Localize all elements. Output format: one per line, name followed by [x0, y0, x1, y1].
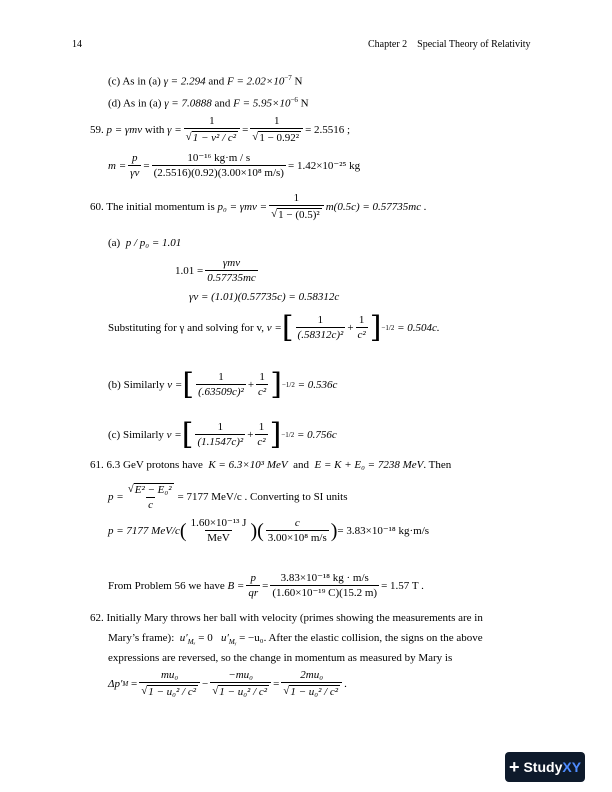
problem-61-E: E = K + E₀ = 7238 MeV — [314, 459, 424, 471]
left-paren: ( — [257, 520, 264, 542]
problem-61-B: B = — [227, 579, 245, 592]
problem-62-line1: 62. Initially Mary throws her ball with velocity (primes showing the measurements are in — [90, 612, 483, 624]
problem-61-si-lhs: p = 7177 MeV/c — [108, 524, 180, 537]
problem-60-b-v: v = — [167, 378, 183, 391]
problem-60-v-eq: v = — [266, 321, 282, 334]
problem-59-frac2-rad: 1 − 0.92² — [259, 132, 300, 144]
problem-59-frac3 — [128, 153, 141, 179]
problem-60-b: (b) Similarly v = [ $\frac{1}{\text{(.63509c)²}}$ + $\frac{1}{\text{c²}}$ ] −1/2 = 0.536c — [108, 367, 338, 402]
problem-61-convert: Converting to SI units — [250, 490, 348, 503]
problem-60-b-res: = 0.536c — [297, 378, 338, 391]
line-d-force-exp: −6 — [290, 96, 298, 104]
problem-59-frac3-num: p — [131, 152, 138, 164]
page-number: 14 — [72, 39, 82, 50]
problem-62-dp-sub: M — [122, 679, 129, 688]
line-d-and: and — [214, 97, 231, 110]
problem-61-B-frac1-num: p — [250, 572, 256, 584]
problem-62-frac2-rad: 1 − u₀² / c² — [219, 686, 268, 698]
problem-61-intro: 61. 6.3 GeV protons have — [90, 459, 203, 471]
left-bracket: [ — [181, 417, 194, 452]
problem-61-si-res: = 3.83×10⁻¹⁸ kg·m/s — [337, 524, 430, 537]
problem-61-from: From Problem 56 we have — [108, 579, 225, 592]
problem-62-frac3 — [281, 670, 342, 698]
problem-61-p-frac-num: √ E² − E₀² — [127, 483, 172, 496]
line-c-label: (c) As in (a) — [108, 75, 161, 88]
problem-60-b-frac2 — [256, 372, 268, 398]
line-c-force-exp: −7 — [284, 74, 292, 82]
problem-62-line2b: . After the elastic collision, the signs on the above — [263, 632, 483, 644]
problem-60-b-frac1-den: (.63509c)² — [198, 386, 244, 398]
problem-59-gamma: γ = — [167, 123, 182, 136]
line-d-gamma: γ = 7.0888 — [164, 97, 212, 110]
problem-59-result2: = 1.42×10⁻²⁵ kg — [287, 159, 361, 172]
problem-60-sub-res: = 0.504c. — [397, 321, 440, 334]
problem-60-frac-rad: 1 − (0.5)² — [278, 209, 320, 221]
studyxy-logo-xy: XY — [562, 759, 582, 775]
problem-62-frac2-num: −mu₀ — [228, 669, 253, 681]
problem-60-eq2 — [175, 258, 260, 284]
problem-60-b-frac1-num: 1 — [218, 371, 224, 383]
problem-59-frac4-den: (2.5516)(0.92)(3.00×10⁸ m/s) — [153, 167, 284, 179]
line-d-unit: N — [297, 97, 309, 110]
line-c-and: and — [208, 75, 225, 88]
problem-61-f2-num: c — [294, 517, 300, 529]
problem-62-u1-val: = 0 — [198, 632, 213, 644]
problem-60-line1 — [90, 193, 427, 221]
problem-60-exp: −1/2 — [381, 323, 395, 332]
problem-60-eq: p₀ = γmv = — [217, 200, 268, 213]
problem-62-frac1 — [139, 670, 200, 698]
problem-62-line2a: Mary’s frame): — [108, 632, 175, 644]
problem-60-subst: Substituting for γ and solving for v, v = [ $\frac{1}{\text{(.58312c)²}}$ + $\frac{1}{\text{c²}}$ ] −1/2 = 0.504c. — [108, 310, 440, 345]
problem-59-line2: m = $\frac{p}{\gamma v}$ = $\frac{\text{10⁻¹⁶ kg·m / s}}{\text{(2.5516)(0.92)(3.00×10⁸ m/s)}}$ = 1.42×10⁻²⁵ kg — [108, 152, 361, 179]
line-d-force: F = 5.95×10 — [233, 97, 291, 110]
problem-59-line1: 59. p = γmv with γ = 1 √ 1 − v² / c² = 1 √ 1 − 0.92² = 2.5516 ; — [90, 115, 351, 144]
problem-59-frac2-num: 1 — [273, 115, 280, 127]
right-bracket: ] — [269, 417, 282, 452]
problem-61-p-res: = 7177 MeV/c . — [177, 490, 248, 503]
problem-62-frac2-den: √ 1 − u₀² / c² — [210, 682, 271, 698]
problem-60-b-frac2-den: c² — [258, 386, 267, 398]
problem-60-frac2-num: γmv — [222, 257, 241, 269]
problem-59-m: m = — [108, 159, 127, 172]
problem-62-u2-sub: Mᵧ — [228, 638, 237, 647]
problem-61-f1-num: 1.60×10⁻¹³ J — [190, 517, 247, 529]
problem-61-K: K = 6.3×10³ MeV — [208, 459, 288, 471]
problem-59-result: = 2.5516 ; — [305, 123, 351, 136]
problem-60-c-label: (c) Similarly — [108, 428, 164, 441]
problem-60-a — [108, 238, 181, 249]
problem-59-eq: p = γmv — [106, 123, 143, 136]
problem-61-p-frac-rad: E² − E₀² — [134, 484, 172, 496]
problem-61-B-line: From Problem 56 we have B = $\frac{p}{qr}$ = $\frac{\text{3.83×10⁻¹⁸ kg · m/s}}{\text{(1.60×10⁻¹⁹ C)(15.2 m)}}$ = 1.57 T . — [108, 572, 424, 599]
problem-60-subst-frac2 — [356, 315, 368, 341]
problem-61-B-frac2 — [270, 573, 379, 599]
chapter-number: Chapter 2 — [368, 39, 408, 50]
problem-60-subst-frac1-den: (.58312c)² — [297, 329, 344, 341]
problem-60-gv-line: γv = (1.01)(0.57735c) = 0.58312c — [189, 291, 340, 303]
problem-59-frac2-den: √ 1 − 0.92² — [250, 128, 303, 144]
line-d-label: (d) As in (a) — [108, 97, 162, 110]
studyxy-badge[interactable] — [505, 752, 585, 782]
problem-62-dp: Δp′ — [108, 677, 123, 690]
problem-62-line2 — [108, 633, 483, 646]
problem-62-frac3-num: 2mu₀ — [300, 669, 324, 681]
problem-62-frac3-rad: 1 − u₀² / c² — [290, 686, 339, 698]
problem-60-subst-frac2-den: c² — [357, 329, 366, 341]
problem-61-B-frac2-den: (1.60×10⁻¹⁹ C)(15.2 m) — [272, 587, 378, 599]
problem-59-frac2 — [250, 116, 303, 144]
problem-61-p-frac-den: c — [148, 499, 154, 511]
chapter-label — [368, 40, 531, 50]
problem-60-frac2-den: 0.57735mc — [207, 272, 256, 284]
right-paren: ) — [250, 520, 258, 542]
problem-60-c-frac1 — [195, 422, 245, 448]
problem-59-frac3-den: γv — [130, 167, 140, 179]
problem-60-a-ratio: p / p₀ = 1.01 — [125, 237, 182, 249]
problem-59-frac1-den: √ 1 − v² / c² — [184, 128, 240, 144]
problem-60-lhs: 1.01 = — [175, 264, 204, 277]
right-paren: ) — [330, 520, 338, 542]
problem-62-u2: u′ — [220, 632, 229, 644]
problem-62-frac3-den: √ 1 − u₀² / c² — [281, 682, 342, 698]
problem-59-with: with — [144, 123, 165, 136]
problem-61-and: and — [293, 459, 309, 471]
problem-60-a-label: (a) — [108, 237, 121, 249]
problem-61-p-frac — [126, 483, 176, 511]
problem-60-frac-den: √ 1 − (0.5)² — [269, 205, 324, 221]
problem-62-u2-val: = −u₀ — [239, 632, 264, 644]
problem-60-intro: 60. The initial momentum is — [90, 200, 215, 213]
plus-icon: + — [508, 756, 520, 777]
problem-61-B-frac1 — [246, 573, 260, 599]
problem-61-B-res: = 1.57 T . — [381, 579, 424, 592]
line-c-gamma: γ = 2.294 — [163, 75, 206, 88]
problem-60-frac — [269, 193, 324, 221]
line-c-unit: N — [291, 75, 303, 88]
problem-62-u1: u′ — [179, 632, 188, 644]
problem-60-b-frac2-num: 1 — [259, 371, 265, 383]
problem-62-tail: . — [344, 677, 347, 690]
problem-61-f1-den: MeV — [207, 532, 230, 544]
problem-60-subst-text: Substituting for γ and solving for v, — [108, 321, 265, 334]
problem-60-b-label: (b) Similarly — [108, 378, 165, 391]
problem-61-line1 — [90, 460, 451, 471]
problem-62-u1-sub: Mₓ — [187, 638, 196, 647]
left-bracket: [ — [182, 367, 195, 402]
line-d — [108, 97, 309, 110]
problem-61-f2-den: 3.00×10⁸ m/s — [267, 532, 327, 544]
problem-62-frac2 — [210, 670, 271, 698]
right-bracket: ] — [270, 367, 282, 402]
left-paren: ( — [179, 520, 187, 542]
problem-60-c-frac2 — [255, 422, 267, 448]
problem-60-c-exp: −1/2 — [281, 430, 295, 439]
problem-61-f2 — [266, 518, 329, 544]
line-c-force: F = 2.02×10 — [227, 75, 285, 88]
problem-61-B-frac2-num: 3.83×10⁻¹⁸ kg · m/s — [280, 572, 369, 584]
problem-61-p-line — [108, 483, 348, 511]
problem-59-frac1-num: 1 — [209, 115, 215, 127]
problem-59-frac4 — [152, 153, 286, 179]
problem-59-frac1-rad: 1 − v² / c² — [192, 132, 237, 144]
problem-61-si-line — [108, 518, 429, 544]
problem-62-dp-line: Δp′ M = mu₀ √ 1 − u₀² / c² − −mu₀ √ 1 − u₀² / c² = 2mu₀ √ 1 − u₀² / c² . — [108, 669, 347, 698]
problem-60-c-frac1-den: (1.1547c)² — [197, 436, 244, 448]
problem-62-frac1-den: √ 1 − u₀² / c² — [139, 682, 200, 698]
problem-60-subst-frac1-num: 1 — [317, 314, 324, 326]
problem-60-b-frac1 — [196, 372, 246, 398]
problem-60-subst-frac1 — [296, 315, 346, 341]
studyxy-logo-text: Study — [523, 759, 563, 775]
chapter-title: Special Theory of Relativity — [417, 39, 531, 50]
problem-60-subst-frac2-num: 1 — [358, 314, 365, 326]
problem-60-frac2 — [205, 258, 258, 284]
problem-62-frac1-num: mu₀ — [160, 669, 179, 681]
problem-59-number: 59. — [90, 123, 104, 136]
problem-61-f1 — [189, 518, 249, 544]
problem-59-frac1 — [184, 116, 240, 144]
line-c — [108, 75, 302, 88]
problem-61-then: . Then — [423, 459, 452, 471]
problem-60-c-frac2-num: 1 — [258, 421, 265, 433]
problem-62-line3: expressions are reversed, so the change in momentum as measured by Mary is — [108, 652, 453, 664]
problem-62-frac1-rad: 1 − u₀² / c² — [148, 686, 197, 698]
problem-61-p-eq: p = — [108, 490, 124, 503]
left-bracket: [ — [281, 310, 294, 345]
problem-61-B-frac1-den: qr — [248, 587, 259, 599]
problem-60-c-res: = 0.756c — [296, 428, 337, 441]
problem-60-tail: m(0.5c) = 0.57735mc . — [325, 200, 427, 213]
problem-60-c-v: v = — [166, 428, 182, 441]
problem-60-b-exp: −1/2 — [281, 380, 295, 389]
problem-59-frac4-num: 10⁻¹⁶ kg·m / s — [187, 152, 251, 164]
problem-60-c-frac1-num: 1 — [217, 421, 224, 433]
right-bracket: ] — [369, 310, 382, 345]
problem-60-frac-num: 1 — [293, 192, 300, 204]
problem-60-c-frac2-den: c² — [257, 436, 266, 448]
problem-60-c: (c) Similarly v = [ $\frac{1}{\text{(1.1547c)²}}$ + $\frac{1}{\text{c²}}$ ] −1/2 = 0.756c — [108, 417, 337, 452]
